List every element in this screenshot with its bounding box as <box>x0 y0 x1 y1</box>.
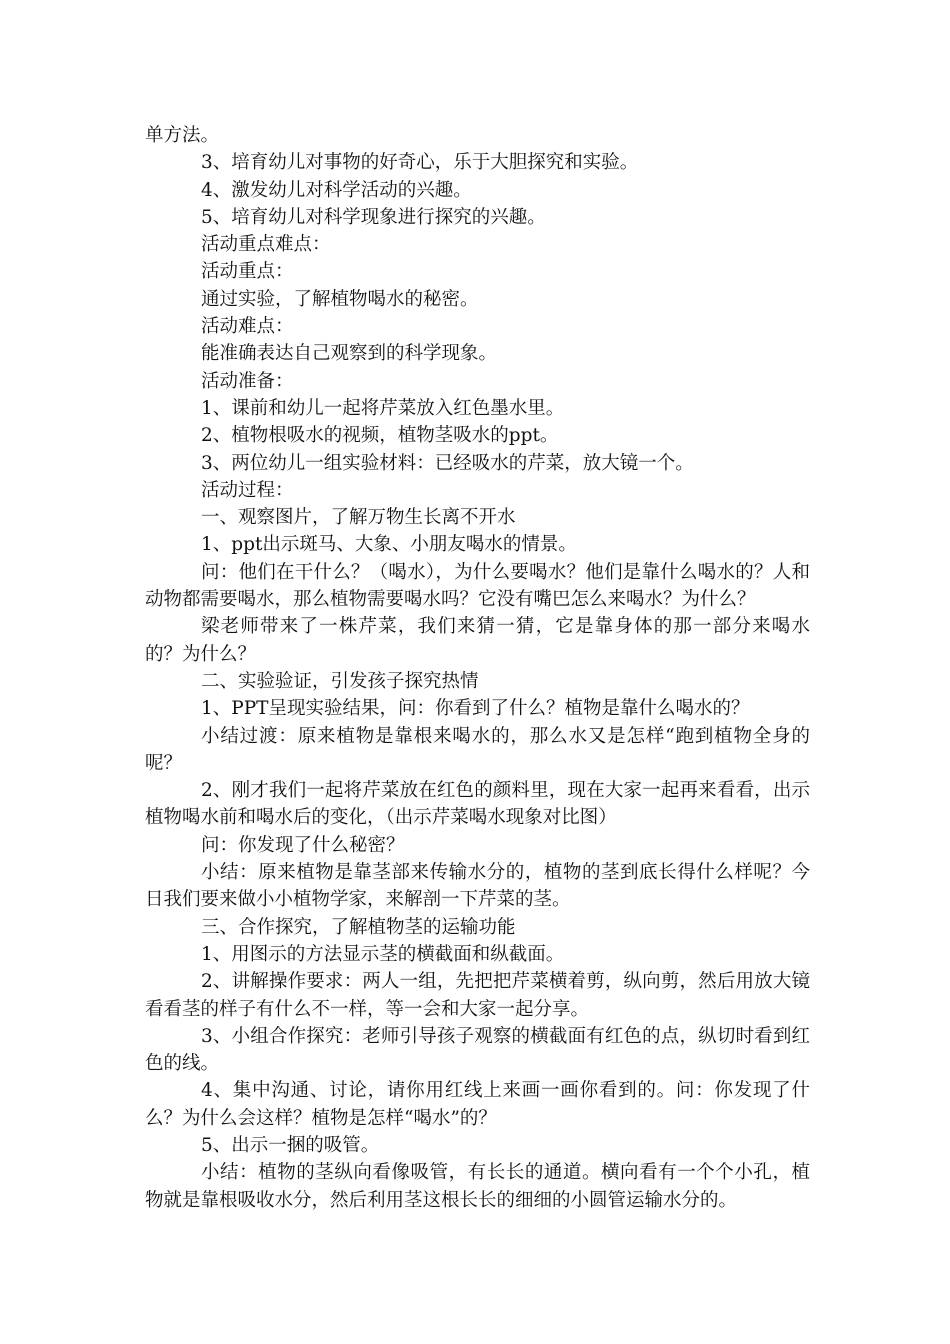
paragraph: 单方法。 <box>145 125 220 146</box>
document-body <box>145 122 810 1214</box>
paragraph: 2、植物根吸水的视频，植物茎吸水的ppt。 <box>201 425 559 447</box>
paragraph: 3、小组合作探究：老师引导孩子观察的横截面有红色的点，纵切时看到红色的线。 <box>145 1025 810 1075</box>
paragraph: 1、用图示的方法显示茎的横截面和纵截面。 <box>201 943 565 965</box>
paragraph: 1、ppt出示斑马、大象、小朋友喝水的情景。 <box>201 534 577 556</box>
section-heading: 活动过程： <box>201 479 294 501</box>
section-heading: 三、合作探究，了解植物茎的运输功能 <box>201 916 516 938</box>
paragraph: 小结：原来植物是靠茎部来传输水分的，植物的茎到底长得什么样呢？今日我们要来做小小植物学家，来解剖一下芹菜的茎。 <box>145 862 810 911</box>
section-heading: 活动难点： <box>201 316 294 338</box>
paragraph: 5、出示一捆的吸管。 <box>201 1134 380 1156</box>
paragraph: 2、刚才我们一起将芹菜放在红色的颜料里，现在大家一起再来看看，出示植物喝水前和喝水后的变化，（出示芹菜喝水现象对比图） <box>145 780 810 829</box>
paragraph: 通过实验，了解植物喝水的秘密。 <box>201 288 479 310</box>
paragraph: 4、集中沟通、讨论，请你用红线上来画一画你看到的。问：你发现了什么？为什么会这样？植物是怎样“喝水”的？ <box>145 1080 810 1129</box>
section-heading: 活动重点： <box>201 261 294 283</box>
paragraph: 5、培育幼儿对科学现象进行探究的兴趣。 <box>201 206 546 228</box>
section-heading: 活动准备： <box>201 370 294 392</box>
paragraph: 小结：植物的茎纵向看像吸管，有长长的通道。横向看有一个个小孔，植物就是靠根吸收水分，然后利用茎这根长长的细细的小圆管运输水分的。 <box>145 1162 810 1211</box>
paragraph: 3、培育幼儿对事物的好奇心，乐于大胆探究和实验。 <box>201 152 639 174</box>
paragraph: 1、PPT呈现实验结果，问：你看到了什么？植物是靠什么喝水的？ <box>201 698 750 720</box>
section-heading: 二、实验验证，引发孩子探究热情 <box>201 670 479 692</box>
paragraph: 梁老师带来了一株芹菜，我们来猜一猜，它是靠身体的那一部分来喝水的？为什么？ <box>145 616 810 665</box>
paragraph: 问：他们在干什么？（喝水），为什么要喝水？他们是靠什么喝水的？人和动物都需要喝水，那么植物需要喝水吗？它没有嘴巴怎么来喝水？为什么？ <box>145 561 810 611</box>
paragraph: 4、激发幼儿对科学活动的兴趣。 <box>201 179 472 201</box>
paragraph: 3、两位幼儿一组实验材料：已经吸水的芹菜，放大镜一个。 <box>201 452 694 474</box>
paragraph: 1、课前和幼儿一起将芹菜放入红色墨水里。 <box>201 397 565 419</box>
paragraph: 能准确表达自己观察到的科学现象。 <box>201 343 498 365</box>
section-heading: 活动重点难点： <box>201 234 331 256</box>
paragraph: 2、讲解操作要求：两人一组，先把把芹菜横着剪，纵向剪，然后用放大镜看看茎的样子有什么不一样，等一会和大家一起分享。 <box>145 971 810 1020</box>
section-heading: 一、观察图片，了解万物生长离不开水 <box>201 507 516 529</box>
paragraph: 问：你发现了什么秘密？ <box>201 834 405 856</box>
paragraph: 小结过渡：原来植物是靠根来喝水的，那么水又是怎样“跑到植物全身的呢？ <box>145 725 810 774</box>
